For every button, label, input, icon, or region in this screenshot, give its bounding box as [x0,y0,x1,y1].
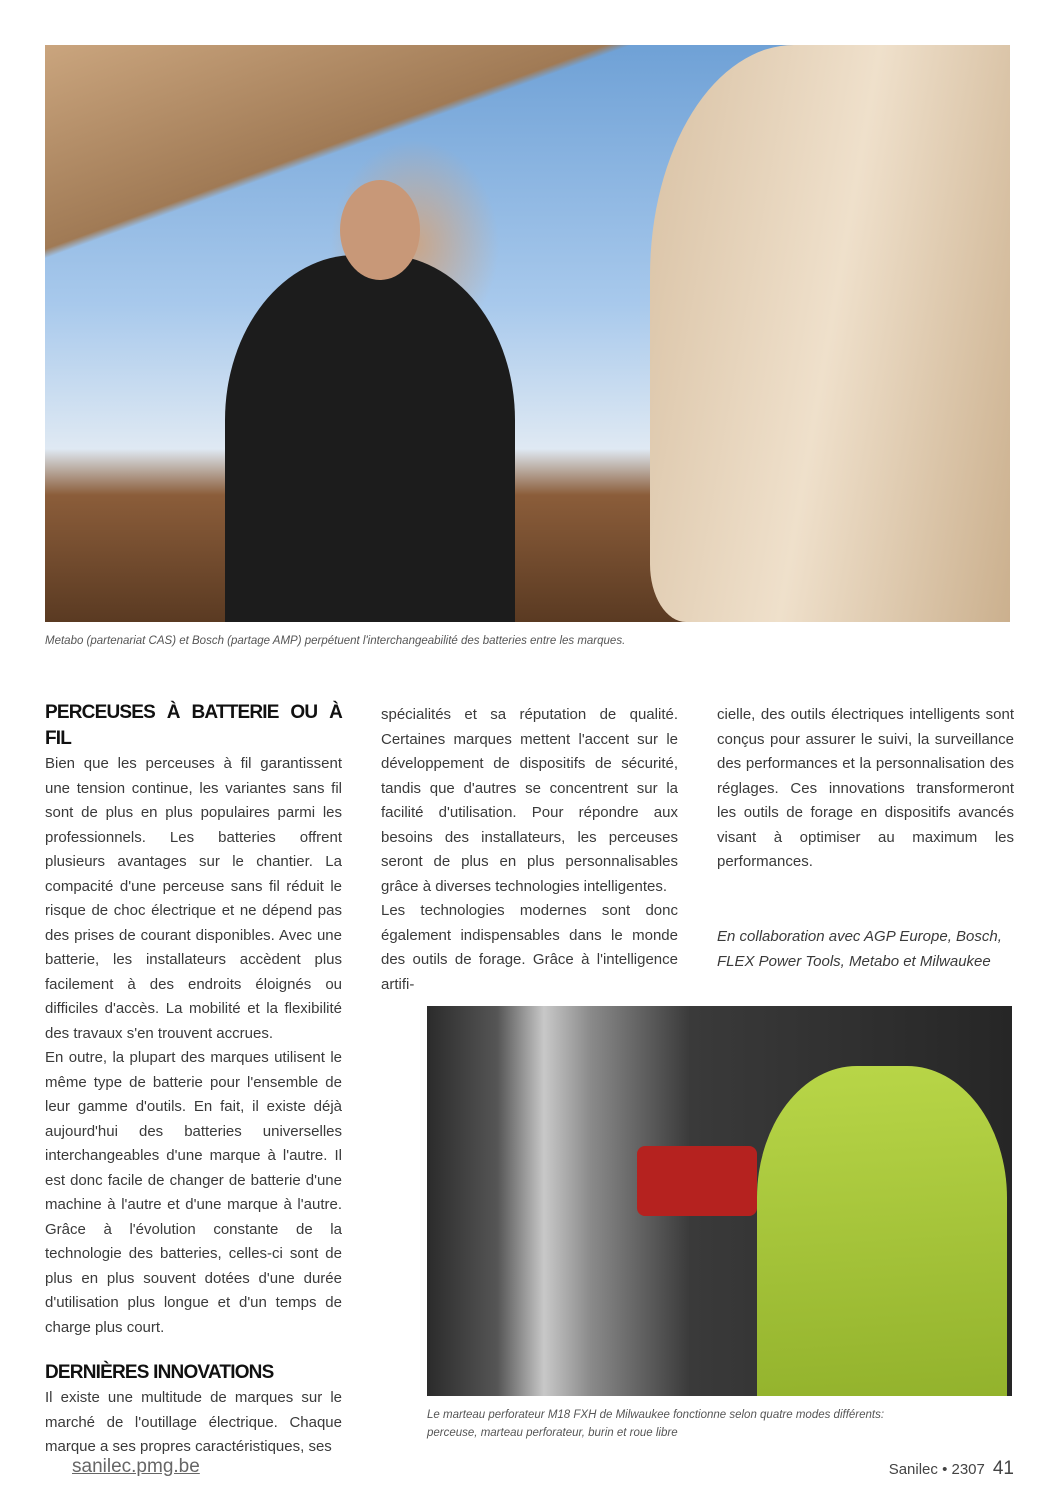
paragraph: Il existe une multitude de marques sur le marché de l'outillage électrique. Chaque marque a ses propres caractéristiques, ses [45,1389,342,1455]
page-number: 41 [992,1458,1014,1479]
paragraph: En outre, la plupart des marques utilisent le même type de batterie pour l'ensemble de leur gamme d'outils. En fait, il existe déjà aujourd'hui des batteries universelles interchangeables d'une marque à l'autre. Il est donc facile de changer de batterie d'une machine à l'autre et d'une marque à l'autre. Grâce à l'évolution constante de la technologie des batteries, celles-ci sont de plus en plus souvent dotées d'une durée d'utilisation plus longue et d'un temps de charge plus court. [45,1049,342,1336]
worker-figure [225,255,515,622]
website-link[interactable]: sanilec.pmg.be [72,1456,200,1477]
caption-line: perceuse, marteau perforateur, burin et roue libre [427,1427,678,1439]
wood-beam [650,45,1010,622]
photo1-caption: Metabo (partenariat CAS) et Bosch (partage AMP) perpétuent l'interchangeabilité des batteries entre les marques. [45,635,626,647]
caption-line: Le marteau perforateur M18 FXH de Milwaukee fonctionne selon quatre modes différents: [427,1409,885,1421]
paragraph: Les technologies modernes sont donc également indispensables dans le monde des outils de forage. Grâce à l'intelligence artifi- [381,902,678,993]
column-3 [717,703,1014,875]
hammer-drill [637,1146,757,1216]
section-heading-innovations: DERNIÈRES INNOVATIONS [45,1362,274,1383]
magazine-issue: Sanilec • 2307 [888,1461,985,1478]
column-2 [381,703,678,997]
photo-drilling-worker [45,45,1010,622]
paragraph: cielle, des outils électriques intelligents sont conçus pour assurer le suivi, la surveillance des performances et la personnalisation des réglages. Ces innovations transformeront les outils de forage en dispositifs avancés visant à optimiser au maximum les performances. [717,706,1014,870]
photo-hammer-drill [427,1006,1012,1396]
worker-figure [757,1066,1007,1396]
photo2-caption [427,1406,884,1442]
paragraph: Bien que les perceuses à fil garantissent une tension continue, les variantes sans fil sont de plus en plus populaires parmi les professionnels. Les batteries offrent plusieurs avantages sur le chantier. La compacité d'une perceuse sans fil réduit le risque de choc électrique et ne dépend pas des prises de courant disponibles. Avec une batterie, les installateurs accèdent plus facilement à des endroits éloignés ou difficiles d'accès. La mobilité et la flexibilité des travaux s'en trouvent accrues. [45,755,342,1042]
column-1 [45,700,342,1460]
paragraph: spécialités et sa réputation de qualité. Certaines marques mettent l'accent sur le développement de dispositifs de sécurité, tandis que d'autres se concentrent sur la facilité d'utilisation. Pour répondre aux besoins des installateurs, les perceuses seront de plus en plus personnalisables grâce à diverses technologies intelligentes. [381,706,678,895]
credit-note: En collaboration avec AGP Europe, Bosch, FLEX Power Tools, Metabo et Milwaukee [717,928,1002,970]
section-heading-batteries: PERCEUSES À BATTERIE OU À FIL [45,702,342,749]
page-footer [889,1458,1014,1480]
worker-head [340,180,420,280]
